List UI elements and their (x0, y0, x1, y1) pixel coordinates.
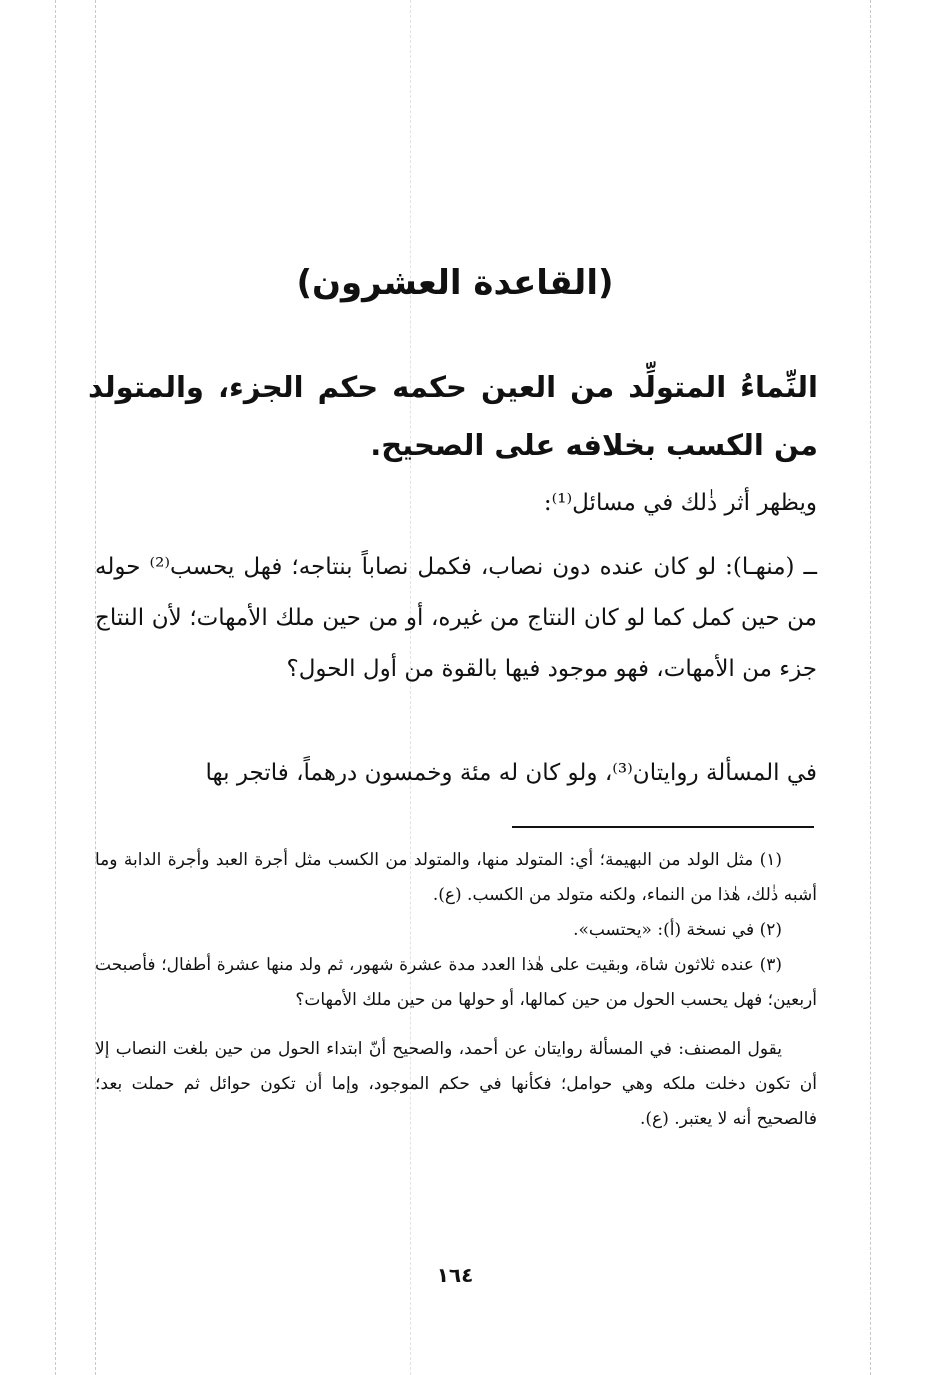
scan-dotted-line (55, 0, 56, 1375)
scan-dotted-line (870, 0, 871, 1375)
footnote-separator (512, 826, 814, 828)
body-paragraph: ــ (منهـا): لو كان عنده دون نصاب، فكمل نصاباً بنتاجه؛ فهل يحسب⁽²⁾ حوله من حين كمل كما لو كان النتاج من غيره، أو من حين ملك الأمهات؛ لأن النتاج جزء من الأمهات، فهو موجود فيها بالقوة من أول الحول؟ (95, 554, 817, 682)
chapter-title: (القاعدة العشرون) (296, 263, 614, 303)
footnote: (١) مثل الولد من البهيمة؛ أي: المتولد منها، والمتولد من الكسب مثل أجرة العبد وأجرة الدابة وما أشبه ذٰلك، هٰذا من النماء، ولكنه متولد من الكسب. (ع). (95, 850, 817, 905)
footnote: (٣) عنده ثلاثون شاة، وبقيت على هٰذا العدد مدة عشرة شهور، ثم ولد منها عشرة أطفال؛ فأصبحت أربعين؛ فهل يحسب الحول من حين كمالها، أو حولها من حين ملك الأمهات؟ (95, 955, 817, 1010)
footnotes (95, 843, 817, 1137)
page-number: ١٦٤ (436, 1263, 474, 1287)
body-paragraph: ويظهر أثر ذٰلك في مسائل⁽¹⁾: (543, 490, 817, 516)
footnote: (٢) في نسخة (أ): «يحتسب». (573, 920, 782, 940)
footnote-commentary: يقول المصنف: في المسألة روايتان عن أحمد، والصحيح أنّ ابتداء الحول من حين بلغت النصاب إلا أن تكون دخلت ملكه وهي حوامل؛ فكأنها في حكم الموجود، وإما أن تكون حوائل ثم حملت بعد؛ فالصحيح أنه لا يعتبر. (ع). (95, 1039, 817, 1129)
rule-statement: النِّماءُ المتولِّد من العين حكمه حكم الجزء، والمتولد من الكسب بخلافه على الصحيح. (88, 370, 818, 462)
body-paragraph: في المسألة روايتان⁽³⁾، ولو كان له مئة وخمسون درهماً، فاتجر بها (205, 760, 817, 786)
